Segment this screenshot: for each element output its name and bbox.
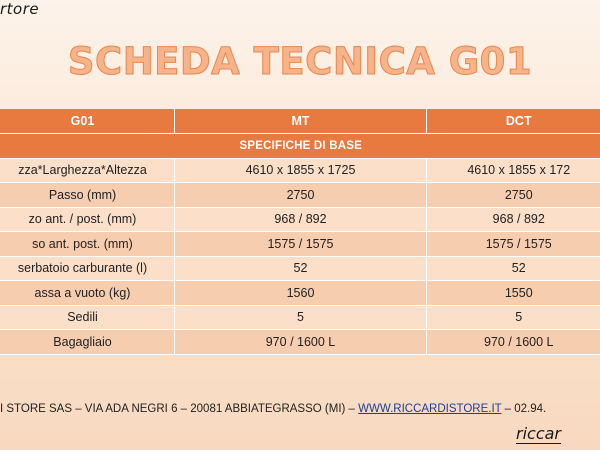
section-row <box>0 134 600 159</box>
dct-value: 4610 x 1855 x 172 <box>427 158 600 183</box>
mt-value: 5 <box>175 305 427 330</box>
mt-value: 2750 <box>175 183 427 208</box>
mt-value: 4610 x 1855 x 1725 <box>175 158 427 183</box>
website-link[interactable]: WWW.RICCARDISTORE.IT <box>358 403 502 415</box>
table-row <box>0 158 600 183</box>
table-row <box>0 330 600 355</box>
dct-value: 1550 <box>427 281 600 306</box>
row-label: serbatoio carburante (l) <box>0 256 175 281</box>
row-label: Bagagliaio <box>0 330 175 355</box>
brand-logo-bottom: riccar <box>516 424 561 443</box>
row-label: Sedili <box>0 305 175 330</box>
table-row <box>0 281 600 306</box>
header-dct: DCT <box>427 109 600 134</box>
table-row <box>0 207 600 232</box>
mt-value: 1560 <box>175 281 427 306</box>
dct-value: 970 / 1600 L <box>427 330 600 355</box>
row-label: Passo (mm) <box>0 183 175 208</box>
dct-value: 968 / 892 <box>427 207 600 232</box>
table-row <box>0 305 600 330</box>
footer-address: I STORE SAS – VIA ADA NEGRI 6 – 20081 ABBIATEGRASSO (MI) – <box>0 403 359 415</box>
page-title: SCHEDA TECNICA G01 <box>67 40 533 83</box>
table-row <box>0 183 600 208</box>
header-model: G01 <box>0 109 175 134</box>
dct-value: 2750 <box>427 183 600 208</box>
row-label: assa a vuoto (kg) <box>0 281 175 306</box>
dct-value: 1575 / 1575 <box>427 232 600 257</box>
mt-value: 968 / 892 <box>175 207 427 232</box>
table-header-row <box>0 109 600 134</box>
row-label: so ant. post. (mm) <box>0 232 175 257</box>
spec-table <box>0 109 600 355</box>
dct-value: 52 <box>427 256 600 281</box>
row-label: zza*Larghezza*Altezza <box>0 158 175 183</box>
mt-value: 970 / 1600 L <box>175 330 427 355</box>
header-mt: MT <box>175 109 427 134</box>
mt-value: 1575 / 1575 <box>175 232 427 257</box>
mt-value: 52 <box>175 256 427 281</box>
footer-phone: – 02.94. <box>501 403 547 415</box>
footer-contact <box>0 403 600 415</box>
brand-logo-top: rtore <box>0 0 40 18</box>
row-label: zo ant. / post. (mm) <box>0 207 175 232</box>
section-title: SPECIFICHE DI BASE <box>0 134 600 159</box>
table-row <box>0 256 600 281</box>
table-row <box>0 232 600 257</box>
dct-value: 5 <box>427 305 600 330</box>
